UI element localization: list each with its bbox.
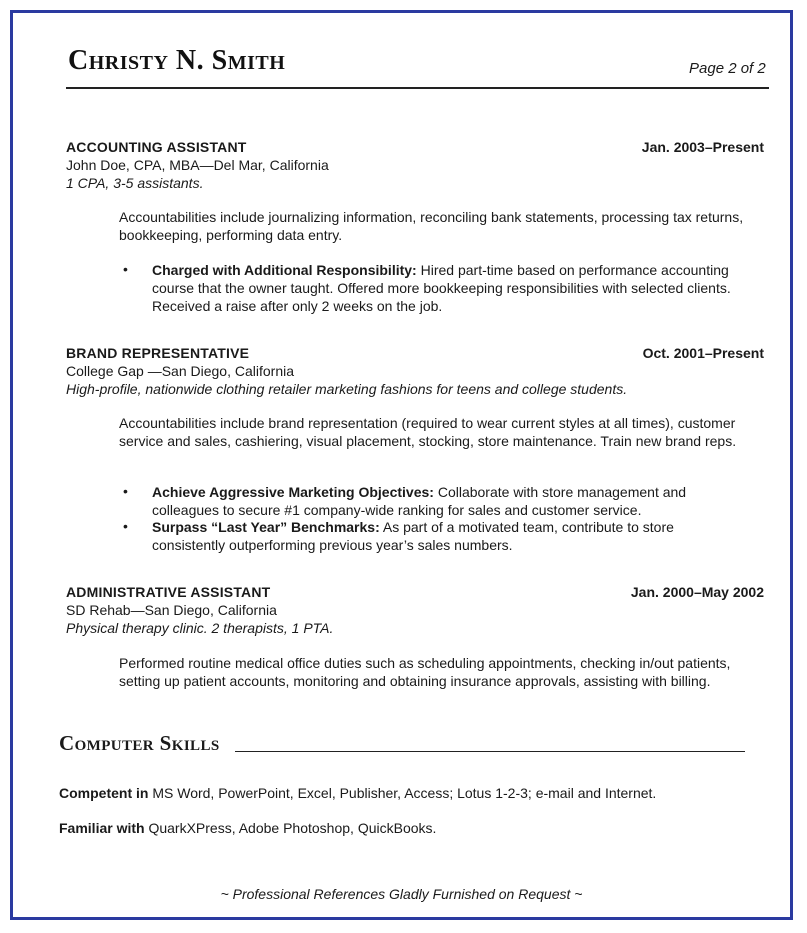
bullet-marker: • [123, 483, 128, 499]
skills-competent-label: Competent in [59, 785, 149, 801]
skills-competent [59, 785, 656, 801]
job-dates: Oct. 2001–Present [642, 345, 764, 361]
achievement-lead: Charged with Additional Responsibility: [152, 262, 417, 278]
skills-familiar-label: Familiar with [59, 820, 145, 836]
job-title: ACCOUNTING ASSISTANT [66, 139, 247, 155]
section-heading: Computer Skills [59, 731, 220, 755]
job-responsibilities: Accountabilities include brand representation (required to wear current styles at all times), customer service and sales, cashiering, visual placement, stocking, store maintenance. Train new brand reps. [119, 415, 737, 449]
skills-familiar-text: QuarkXPress, Adobe Photoshop, QuickBooks. [144, 820, 437, 836]
job-achievement [152, 483, 712, 519]
achievement-text: Hired part-time based on performance accounting course that the owner taught. Offered more bookkeeping responsibilities with selected clients. Received a raise after only 2 weeks on the job. [152, 262, 731, 314]
bullet-marker: • [123, 261, 128, 277]
skills-competent-text: MS Word, PowerPoint, Excel, Publisher, Access; Lotus 1-2-3; e-mail and Internet. [148, 785, 657, 801]
achievement-text: Collaborate with store management and colleagues to secure #1 company-wide ranking for sales and customer service. [152, 484, 687, 518]
job-employer: John Doe, CPA, MBA—Del Mar, California [66, 157, 329, 173]
job-achievement [152, 518, 722, 554]
job-employer: College Gap —San Diego, California [66, 363, 295, 379]
job-description: Physical therapy clinic. 2 therapists, 1 PTA. [66, 620, 334, 636]
job-title: BRAND REPRESENTATIVE [66, 345, 250, 361]
page-number: Page 2 of 2 [689, 60, 766, 77]
job-title: ADMINISTRATIVE ASSISTANT [66, 584, 271, 600]
candidate-name: Christy N. Smith [68, 45, 286, 76]
bullet-marker: • [123, 518, 128, 534]
achievement-lead: Surpass “Last Year” Benchmarks: [152, 519, 380, 535]
job-dates: Jan. 2000–May 2002 [630, 584, 764, 600]
job-description: 1 CPA, 3-5 assistants. [66, 175, 204, 191]
job-responsibilities: Accountabilities include journalizing information, reconciling bank statements, processing tax returns, bookkeeping, performing data entry. [119, 209, 744, 243]
header-divider [66, 87, 769, 89]
skills-familiar [59, 820, 436, 836]
references-note: ~ Professional References Gladly Furnished on Request ~ [220, 886, 583, 902]
achievement-text: As part of a motivated team, contribute to store consistently outperforming previous year’s sales numbers. [152, 519, 674, 553]
job-responsibilities: Performed routine medical office duties such as scheduling appointments, checking in/out patients, setting up patient accounts, monitoring and obtaining insurance approvals, assisting with billing. [119, 655, 731, 689]
job-achievement [152, 261, 752, 315]
job-description: High-profile, nationwide clothing retailer marketing fashions for teens and college students. [66, 381, 628, 397]
job-employer: SD Rehab—San Diego, California [66, 602, 277, 618]
achievement-lead: Achieve Aggressive Marketing Objectives: [152, 484, 434, 500]
job-dates: Jan. 2003–Present [641, 139, 764, 155]
resume-page [10, 10, 793, 920]
section-divider [235, 751, 745, 752]
